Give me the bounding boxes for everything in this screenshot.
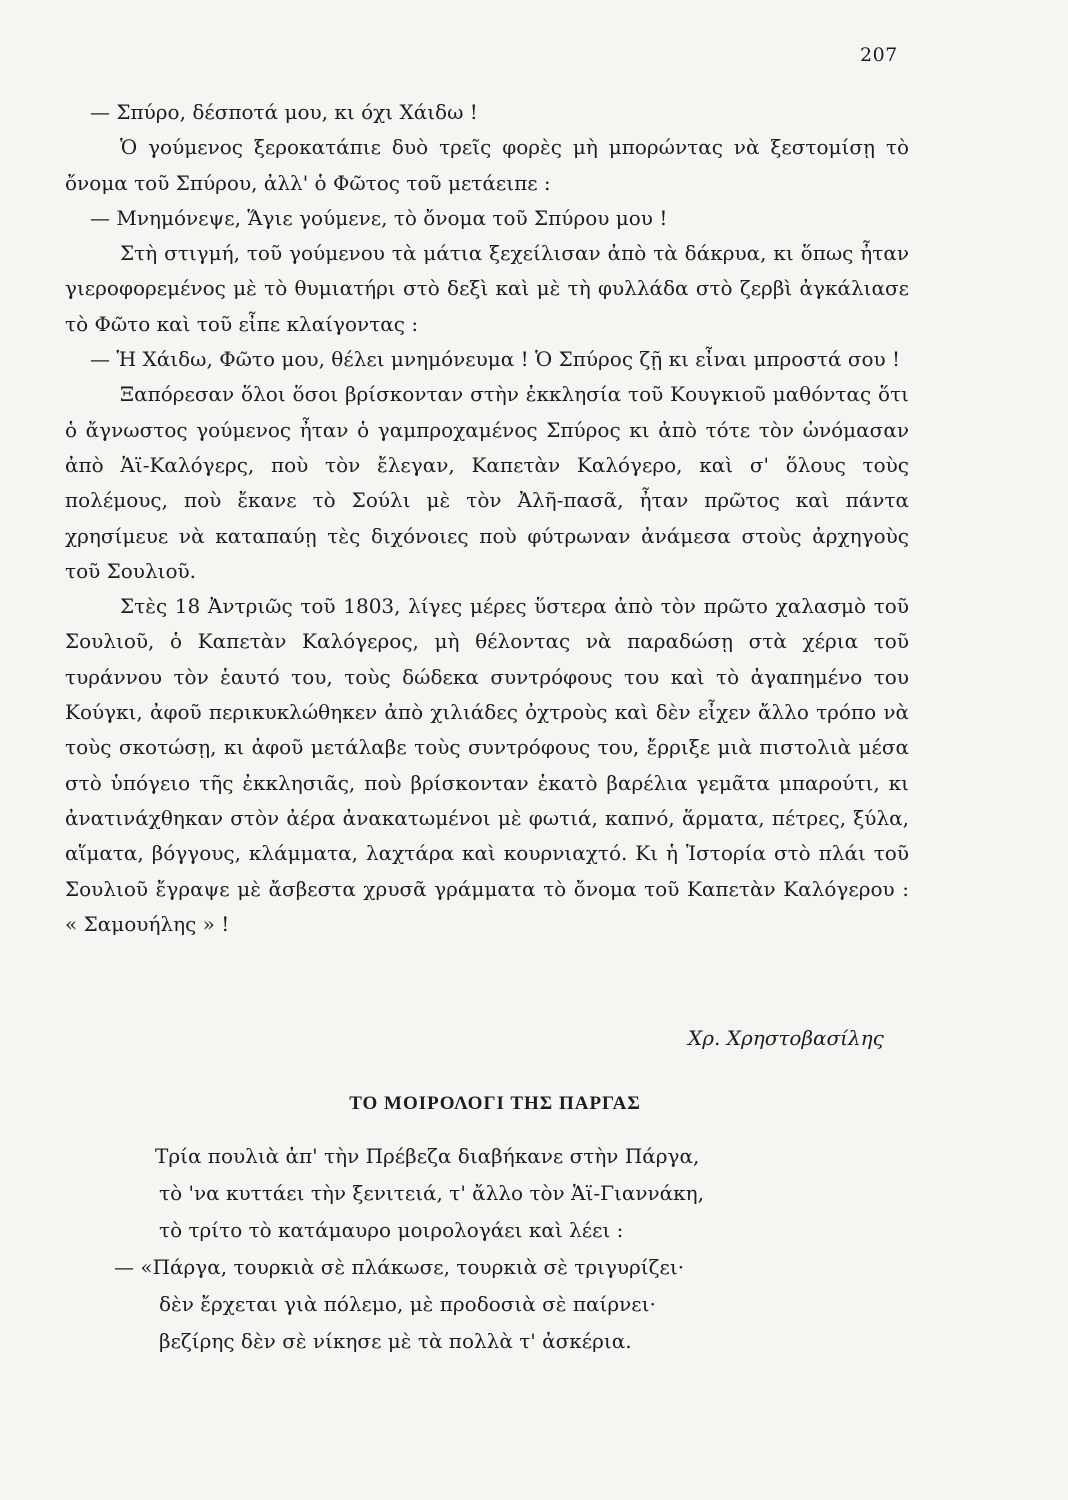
paragraph: — Ἡ Χάιδω, Φῶτο μου, θέλει μνημόνευμα ! Ὁ Σπύρος ζῇ κι εἶναι μπροστά σου ! xyxy=(90,347,901,372)
author-signature: Χρ. Χρηστοβασίλης xyxy=(688,1026,884,1050)
poem-line: τὸ τρίτο τὸ κατάμαυρο μοιρολογάει καὶ λέει : xyxy=(159,1218,624,1242)
poem-line: βεζίρης δὲν σὲ νίκησε μὲ τὰ πολλὰ τ' ἀσκέρια. xyxy=(159,1329,632,1353)
paragraph: Ὁ γούμενος ξεροκατάπιε δυὸ τρεῖς φορὲς μὴ μπορώντας νὰ ξεστομίσῃ τὸ ὄνομα τοῦ Σπύρου, ἀλλ' ὁ Φῶτος τοῦ μετάειπε : xyxy=(65,135,909,195)
poem-line: δὲν ἔρχεται γιὰ πόλεμο, μὲ προδοσιὰ σὲ παίρνει· xyxy=(159,1292,656,1316)
paragraph: — Σπύρο, δέσποτά μου, κι όχι Χάιδω ! xyxy=(90,100,478,124)
body-text xyxy=(65,95,909,942)
poem-title: ΤΟ ΜΟΙΡΟΛΟΓΙ ΤΗΣ ΠΑΡΓΑΣ xyxy=(349,1093,641,1114)
poem xyxy=(114,1138,947,1360)
paragraph: Στὲς 18 Ἀντριῶς τοῦ 1803, λίγες μέρες ὕστερα ἀπὸ τὸν πρῶτο χαλασμὸ τοῦ Σουλιοῦ, ὁ Καπετὰν Καλόγερος, μὴ θέλοντας νὰ παραδώσῃ στὰ χέρια τοῦ τυράννου τὸν ἑαυτό του, τοὺς δώδεκα συντρόφους του καὶ τὸ ἀγαπημένο του Κούγκι, ἀφοῦ περικυκλώθηκεν ἀπὸ χιλιάδες ὀχτροὺς καὶ δὲν εἶχεν ἄλλο τρόπο νὰ τοὺς σκοτώσῃ, κι ἀφοῦ μετάλαβε τοὺς συντρόφους του, ἔρριξε μιὰ πιστολιὰ μέσα στὸ ὑπόγειο τῆς ἐκκλησιᾶς, ποὺ βρίσκονταν ἑκατὸ βαρέλια γεμᾶτα μπαρούτι, κι ἀνατινάχθηκαν στὸν ἀέρα ἀνακατωμένοι μὲ φωτιά, καπνό, ἅρματα, πέτρες, ξύλα, αἵματα, βόγγους, κλάμματα, λαχτάρα καὶ κουρνιαχτό. Κι ἡ Ἱστορία στὸ πλάι τοῦ Σουλιοῦ ἔγραψε μὲ ἄσβεστα χρυσᾶ γράμματα τὸ ὄνομα τοῦ Καπετὰν Καλόγερου : « Σαμουήλης » ! xyxy=(65,594,909,936)
poem-line: — «Πάργα, τουρκιὰ σὲ πλάκωσε, τουρκιὰ σὲ τριγυρίζει· xyxy=(114,1255,685,1279)
poem-line: τὸ 'να κυττάει τὴν ξενιτειά, τ' ἄλλο τὸν Ἁϊ-Γιαννάκη, xyxy=(159,1181,704,1205)
paragraph: Ξαπόρεσαν ὅλοι ὅσοι βρίσκονταν στὴν ἐκκλησία τοῦ Κουγκιοῦ μαθόντας ὅτι ὁ ἄγνωστος γούμενος ἦταν ὁ γαμπροχαμένος Σπύρος κι ἀπὸ τότε τὸν ὠνόμασαν ἀπὸ Ἁϊ-Καλόγερς, ποὺ τὸν ἔλεγαν, Καπετὰν Καλόγερο, καὶ σ' ὅλους τοὺς πολέμους, ποὺ ἔκανε τὸ Σούλι μὲ τὸν Ἀλῆ-πασᾶ, ἦταν πρῶτος καὶ πάντα χρησίμευε νὰ καταπαύῃ τὲς διχόνοιες ποὺ φύτρωναν ἀνάμεσα στοὺς ἀρχηγοὺς τοῦ Σουλιοῦ. xyxy=(65,382,909,583)
page-number: 207 xyxy=(860,44,898,66)
paragraph: Στὴ στιγμή, τοῦ γούμενου τὰ μάτια ξεχείλισαν ἀπὸ τὰ δάκρυα, κι ὅπως ἦταν γιεροφορεμένος μὲ τὸ θυμιατήρι στὸ δεξὶ καὶ μὲ τὴ φυλλάδα στὸ ζερβὶ ἀγκάλιασε τὸ Φῶτο καὶ τοῦ εἶπε κλαίγοντας : xyxy=(65,241,909,336)
poem-line: Τρία πουλιὰ ἀπ' τὴν Πρέβεζα διαβήκανε στὴν Πάργα, xyxy=(155,1144,700,1168)
paragraph: — Μνημόνεψε, Ἅγιε γούμενε, τὸ ὄνομα τοῦ Σπύρου μου ! xyxy=(90,205,668,230)
